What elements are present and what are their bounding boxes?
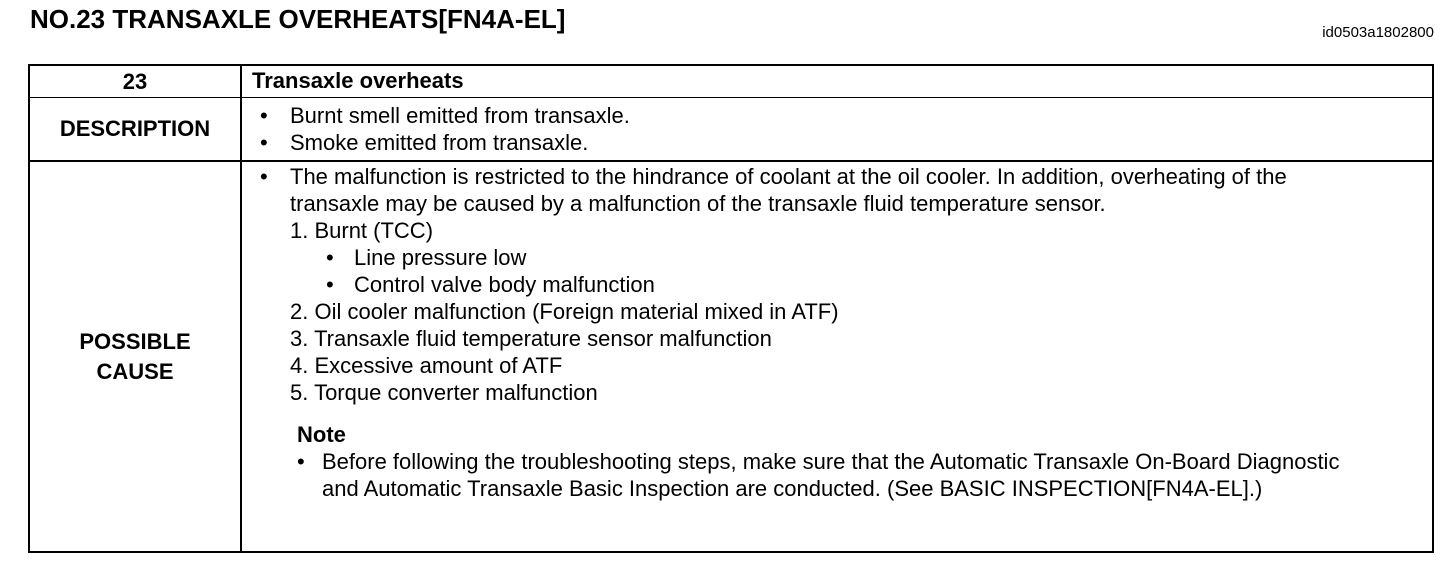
cause-sub-list <box>290 244 1432 298</box>
possible-cause-label <box>30 162 242 551</box>
cause-sub-item-text: Line pressure low <box>354 245 527 270</box>
cause-intro-line2: transaxle may be caused by a malfunction of the transaxle fluid temperature sensor. <box>290 191 1106 216</box>
header-title-cell: Transaxle overheats <box>252 68 464 93</box>
note-block <box>242 421 1432 502</box>
troubleshooting-table <box>28 64 1434 553</box>
page-title: NO.23 TRANSAXLE OVERHEATS[FN4A-EL] <box>30 4 566 34</box>
cause-item-text: 1. Burnt (TCC) <box>290 218 434 243</box>
header-number-cell: 23 <box>30 66 242 97</box>
bullet-icon: • <box>326 272 334 297</box>
description-item-text: Burnt smell emitted from transaxle. <box>290 103 630 128</box>
bullet-icon: • <box>260 130 268 155</box>
possible-cause-label-line1: POSSIBLE <box>79 328 191 354</box>
cause-numbered-list <box>242 217 1432 406</box>
possible-cause-label-line2: CAUSE <box>96 358 174 384</box>
list-item <box>242 129 1432 156</box>
list-item <box>297 448 1362 502</box>
description-row <box>30 98 1432 162</box>
bullet-icon: • <box>260 103 268 128</box>
cause-intro-line1: The malfunction is restricted to the hindrance of coolant at the oil cooler. In addition, overheating of the <box>290 164 1287 189</box>
possible-cause-row <box>30 162 1432 551</box>
description-label: DESCRIPTION <box>30 98 242 160</box>
list-item <box>290 217 1432 298</box>
possible-cause-list <box>242 163 1432 217</box>
list-item <box>290 379 1432 406</box>
list-item <box>322 271 1432 298</box>
list-item <box>290 325 1432 352</box>
bullet-icon: • <box>260 164 268 189</box>
cause-sub-item-text: Control valve body malfunction <box>354 272 655 297</box>
list-item <box>290 298 1432 325</box>
description-content <box>242 98 1432 160</box>
description-item-text: Smoke emitted from transaxle. <box>290 130 589 155</box>
list-item <box>322 244 1432 271</box>
table-header-row <box>30 66 1432 98</box>
cause-item-text: 5. Torque converter malfunction <box>290 380 598 405</box>
list-item <box>242 163 1432 217</box>
note-text: Before following the troubleshooting steps, make sure that the Automatic Transaxle On-Board Diagnostic and Automatic Transaxle Basic Inspection are conducted. (See BASIC INSPECTION[FN4A-EL].) <box>322 449 1340 501</box>
cause-item-text: 4. Excessive amount of ATF <box>290 353 563 378</box>
bullet-icon: • <box>326 245 334 270</box>
document-id: id0503a1802800 <box>1322 24 1434 41</box>
cause-item-text: 2. Oil cooler malfunction (Foreign material mixed in ATF) <box>290 299 839 324</box>
list-item <box>242 102 1432 129</box>
note-title: Note <box>297 422 346 447</box>
description-list <box>242 102 1432 156</box>
note-list <box>297 448 1432 502</box>
cause-item-text: 3. Transaxle fluid temperature sensor malfunction <box>290 326 772 351</box>
list-item <box>290 352 1432 379</box>
bullet-icon: • <box>297 449 305 474</box>
possible-cause-content <box>242 162 1432 551</box>
